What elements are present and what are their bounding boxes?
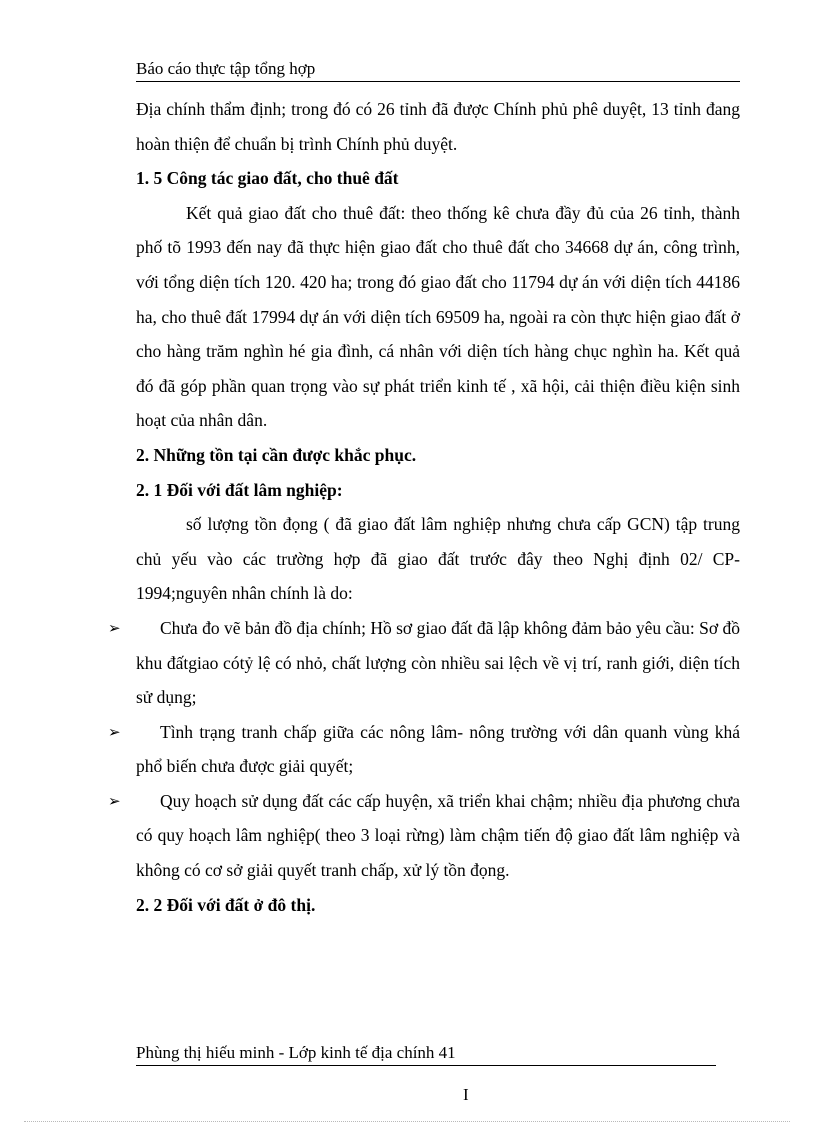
section-heading-2-2: 2. 2 Đối với đất ở đô thị.	[136, 894, 316, 915]
page-number: I	[463, 1085, 469, 1104]
arrow-bullet-icon: ➢	[108, 618, 121, 637]
section-heading-1-5: 1. 5 Công tác giao đất, cho thuê đất	[136, 168, 399, 189]
section-heading-2-1: 2. 1 Đối với đất lâm nghiệp:	[136, 479, 343, 500]
paragraph-intro: Địa chính thẩm định; trong đó có 26 tỉnh đã được Chính phủ phê duyệt, 13 tỉnh đang hoàn thiện để chuẩn bị trình Chính phủ duyệt.	[136, 99, 740, 154]
list-item-text: Chưa đo vẽ bản đồ địa chính; Hồ sơ giao đất đã lập không đảm bảo yêu cầu: Sơ đồ khu đấtgiao cótỷ lệ có nhỏ, chất lượng còn nhiều sai lệch về vị trí, ranh giới, diện tích sử dụng;	[136, 617, 740, 708]
list-item	[108, 784, 740, 888]
list-item	[108, 611, 740, 715]
section-heading-2: 2. Những tồn tại cần được khắc phục.	[136, 444, 417, 465]
list-item-text: Quy hoạch sử dụng đất các cấp huyện, xã triển khai chậm; nhiều địa phương chưa có quy hoạch lâm nghiệp( theo 3 loại rừng) làm chậm tiến độ giao đất lâm nghiệp và không có cơ sở giải quyết tranh chấp, xử lý tồn đọng.	[136, 790, 740, 881]
arrow-bullet-icon: ➢	[108, 791, 121, 810]
list-item	[108, 715, 740, 784]
arrow-bullet-icon: ➢	[108, 722, 121, 741]
page-boundary-divider	[24, 1121, 790, 1122]
page-header: Báo cáo thực tập tổng hợp	[136, 58, 740, 82]
document-body	[108, 92, 740, 922]
page-footer: Phùng thị hiếu minh - Lớp kinh tế địa chính 41	[136, 1042, 716, 1066]
list-item-text: Tình trạng tranh chấp giữa các nông lâm- nông trường với dân quanh vùng khá phổ biến chưa được giải quyết;	[136, 721, 740, 777]
paragraph-results: Kết quả giao đất cho thuê đất: theo thống kê chưa đầy đủ của 26 tỉnh, thành phố tõ 1993 đến nay đã thực hiện giao đất cho thuê đất cho 34668 dự án, công trình, với tổng diện tích 120. 420 ha; trong đó giao đất cho 11794 dự án với diện tích 44186 ha, cho thuê đất 17994 dự án với diện tích 69509 ha, ngoài ra còn thực hiện giao đất ở cho hàng trăm nghìn hé gia đình, cá nhân với diện tích hàng chục nghìn ha. Kết quả đó đã góp phần quan trọng vào sự phát triển kinh tế , xã hội, cải thiện điều kiện sinh hoạt của nhân dân.	[136, 202, 740, 431]
paragraph-backlog: số lượng tồn đọng ( đã giao đất lâm nghiệp nhưng chưa cấp GCN) tập trung chủ yếu vào các trường hợp đã giao đất trước đây theo Nghị định 02/ CP-1994;nguyên nhân chính là do:	[136, 514, 740, 604]
